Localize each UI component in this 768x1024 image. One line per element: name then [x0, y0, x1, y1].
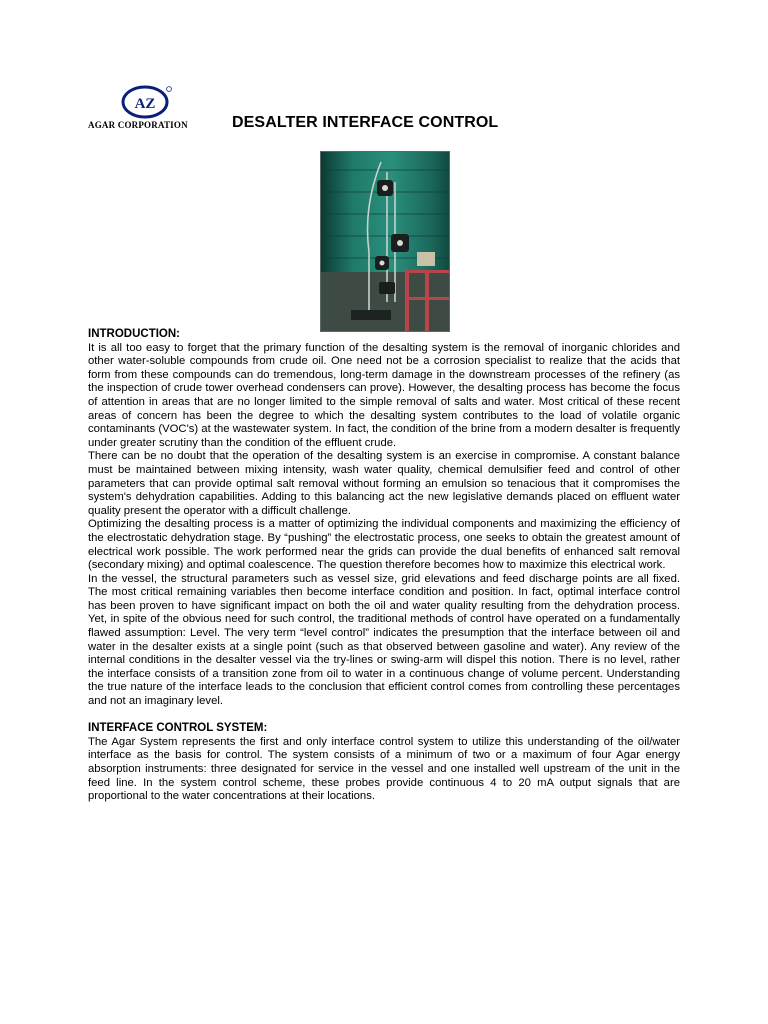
paragraph: There can be no doubt that the operation of the desalting system is an exercise in compromise. A constant balance must be maintained between mixing intensity, wash water quality, chemical demulsifier feed and control of other parameters that can provide optimal salt removal without forming an emulsion so tenacious that it compromises the system's dehydration capabilities. Adding to this balancing act the new legislative demands placed on effluent water quality present the operator with a difficult challenge. [88, 450, 680, 517]
paragraph: The Agar System represents the first and only interface control system to utilize this understanding of the oil/water interface as the basis for control. The system consists of a minimum of two or a maximum of four Agar energy absorption instruments: three designated for service in the vessel and one installed well upstream of the unit in the feed line. In the system control scheme, these probes provide continuous 4 to 20 mA output signals that are proportional to the water concentrations at their locations. [88, 735, 680, 803]
section-introduction [88, 328, 680, 709]
paragraph: It is all too easy to forget that the primary function of the desalting system is the removal of inorganic chlorides and other water-soluble compounds from crude oil. One need not be a corrosion specialist to realize that the acids that form from these compounds can do tremendous, long-term damage in the downstream processes of the refinery (as the inspection of crude tower overhead condensers can prove). However, the desalting process has become the focus of attention in areas that are no longer limited to the simple removal of salts and water. Most critical of these recent areas of concern has been the degree to which the desalting system contributes to the load of volatile organic contaminants (VOC's) at the wastewater system. In fact, the condition of the brine from a modern desalter is frequently under greater scrutiny than the condition of the effluent crude. [88, 341, 680, 449]
document-body [88, 328, 680, 804]
paragraph: In the vessel, the structural parameters such as vessel size, grid elevations and feed discharge points are all fixed. The most critical remaining variables then become interface condition and position. In fact, optimal interface control has been proven to have significant impact on both the oil and water quality resulting from the dehydration process. Yet, in spite of the obvious need for such control, the traditional methods of control have operated on a fundamentally flawed assumption: Level. The very term “level control” indicates the presumption that the interface between oil and water in the desalter exists at a single point (such as that observed between gasoline and water). Any review of the internal conditions in the desalter vessel via the try-lines or swing-arm will dispel this notion. There is no level, rather the interface consists of a transition zone from oil to water in a continuous change of volume percent. Understanding the true nature of the interface leads to the conclusion that efficient control comes from controlling these percentages and not an imaginary level. [88, 572, 680, 708]
section-spacer [88, 709, 680, 723]
company-name: AGAR CORPORATION [88, 120, 188, 130]
svg-text:AZ: AZ [134, 96, 156, 112]
section-heading: INTERFACE CONTROL SYSTEM: [88, 722, 268, 735]
paragraph: Optimizing the desalting process is a matter of optimizing the individual components and maximizing the efficiency of the electrostatic dehydration stage. By “pushing” the electrostatic process, one seeks to obtain the greatest amount of electrical work possible. The work performed near the grids can provide the dual benefits of enhanced salt removal (secondary mixing) and optimal coalescence. The question therefore becomes how to maximize this electrical work. [88, 518, 680, 572]
desalter-photo [320, 151, 450, 332]
document-title: DESALTER INTERFACE CONTROL [232, 114, 499, 131]
company-logo [88, 84, 204, 130]
section-heading: INTRODUCTION: [88, 328, 180, 340]
section-interface-control-system [88, 722, 680, 804]
az-logo-icon [121, 84, 173, 120]
